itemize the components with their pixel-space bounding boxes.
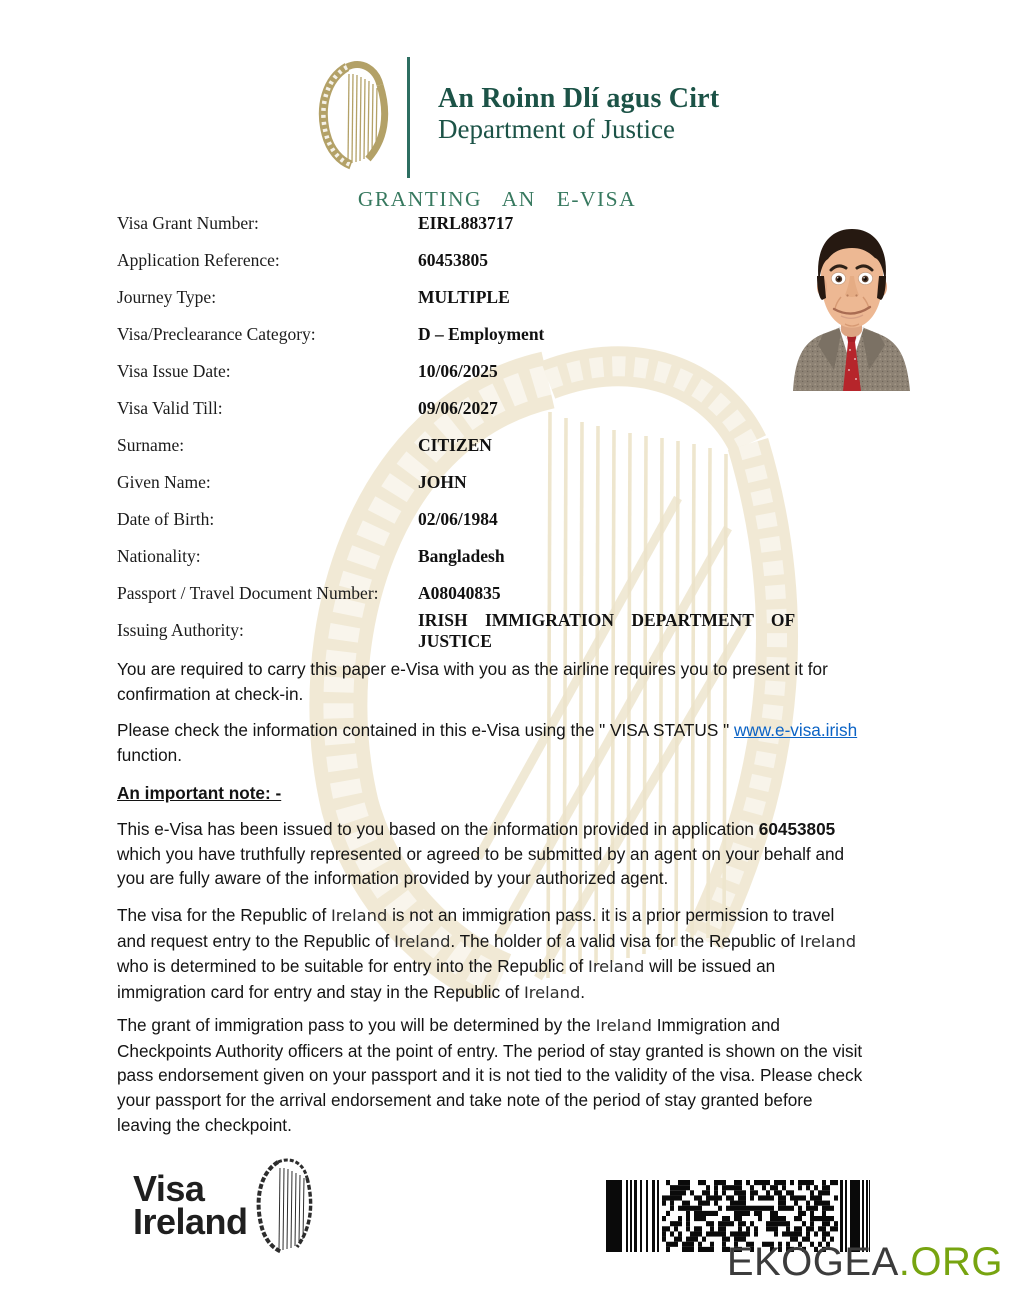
application-reference-bold: 60453805 <box>758 819 836 839</box>
important-note-heading: An important note: - <box>117 783 282 803</box>
field-journey-type <box>117 279 865 316</box>
department-name-irish: An Roinn Dlí agus Cirt <box>438 83 720 114</box>
ekogea-org-text: .ORG <box>898 1240 1003 1284</box>
visa-ireland-logo <box>133 1168 248 1242</box>
field-label: Journey Type: <box>117 287 217 307</box>
field-value: MULTIPLE <box>418 287 510 307</box>
logo-line-ireland: Ireland <box>133 1201 248 1242</box>
field-nationality <box>117 538 865 575</box>
paragraph-grant-determined: The grant of immigration pass to you will be determined by the Ireland Immigration and Checkpoints Authority officers at the point of entry. The period of stay granted is shown on the visit pass endorsement given on your passport and it is not tied to the validity of the visa. Please check your passport for the arrival endorsement and take note of the period of stay granted before leaving the checkpoint. <box>117 1015 863 1135</box>
paragraph-visa-not-pass: The visa for the Republic of Ireland is not an immigration pass. it is a prior permission to travel and request entry to the Republic of Ireland. The holder of a valid visa for the Republic of Ireland who is determined to be suitable for entry into the Republic of Ireland will be issued an immigration card for entry and stay in the Republic of Ireland. <box>117 905 857 1003</box>
field-label: Visa Grant Number: <box>117 213 259 233</box>
field-label: Application Reference: <box>117 250 280 270</box>
field-value: IRISH IMMIGRATION DEPARTMENT OF JUSTICE <box>418 609 795 651</box>
field-visa-grant-number <box>117 205 865 242</box>
field-label: Issuing Authority: <box>117 620 244 640</box>
field-visa-category <box>117 316 865 353</box>
field-label: Nationality: <box>117 546 201 566</box>
department-name-english: Department of Justice <box>438 114 675 144</box>
check-info-text: Please check the information contained in this e-Visa using the " VISA STATUS " <box>117 720 734 740</box>
field-label: Surname: <box>117 435 185 455</box>
paragraph-check-info <box>117 718 865 767</box>
field-issue-date <box>117 353 865 390</box>
field-label: Date of Birth: <box>117 509 215 529</box>
field-value: EIRL883717 <box>418 213 514 233</box>
field-label: Visa/Preclearance Category: <box>117 324 316 344</box>
header-divider <box>407 57 410 178</box>
department-header <box>438 84 719 144</box>
field-given-name <box>117 464 865 501</box>
field-value: Bangladesh <box>418 546 505 566</box>
department-harp-icon <box>316 60 394 170</box>
field-date-of-birth <box>117 501 865 538</box>
field-value: 60453805 <box>418 250 488 270</box>
field-value: A08040835 <box>418 583 501 603</box>
field-label: Given Name: <box>117 472 211 492</box>
field-value: 10/06/2025 <box>418 361 498 381</box>
issued-before: This e-Visa has been issued to you based on the information provided in application <box>117 819 759 839</box>
ekogea-watermark <box>727 1240 1003 1285</box>
field-value: 09/06/2027 <box>418 398 498 418</box>
field-passport-number <box>117 575 865 612</box>
issued-after: which you have truthfully represented or agreed to be submitted by an agent on your behalf and you are fully aware of the information provided by your authorized agent. <box>117 843 845 889</box>
field-surname <box>117 427 865 464</box>
field-label: Passport / Travel Document Number: <box>117 583 379 603</box>
field-value: D – Employment <box>418 324 545 344</box>
applicant-photo <box>789 218 914 391</box>
field-value: JOHN <box>418 472 467 492</box>
field-issuing-authority <box>117 609 865 651</box>
field-value: 02/06/1984 <box>418 509 498 529</box>
paragraph-carry-evisa: You are required to carry this paper e-Visa with you as the airline requires you to present it for confirmation at check-in. <box>117 659 828 704</box>
visa-fields <box>117 205 865 649</box>
field-valid-till <box>117 390 865 427</box>
field-label: Visa Issue Date: <box>117 361 231 381</box>
field-application-reference <box>117 242 865 279</box>
harp-outline-icon <box>252 1156 316 1256</box>
ekogea-text: EKOGEA <box>726 1240 899 1284</box>
visa-status-link[interactable]: www.e-visa.irish <box>733 720 858 740</box>
field-label: Visa Valid Till: <box>117 398 223 418</box>
logo-line-visa: Visa <box>133 1168 205 1209</box>
field-value: CITIZEN <box>418 435 492 455</box>
check-info-after: function. <box>117 744 182 765</box>
paragraph-issued-based <box>117 817 865 891</box>
page-title: GRANTING AN E-VISA <box>357 187 637 211</box>
